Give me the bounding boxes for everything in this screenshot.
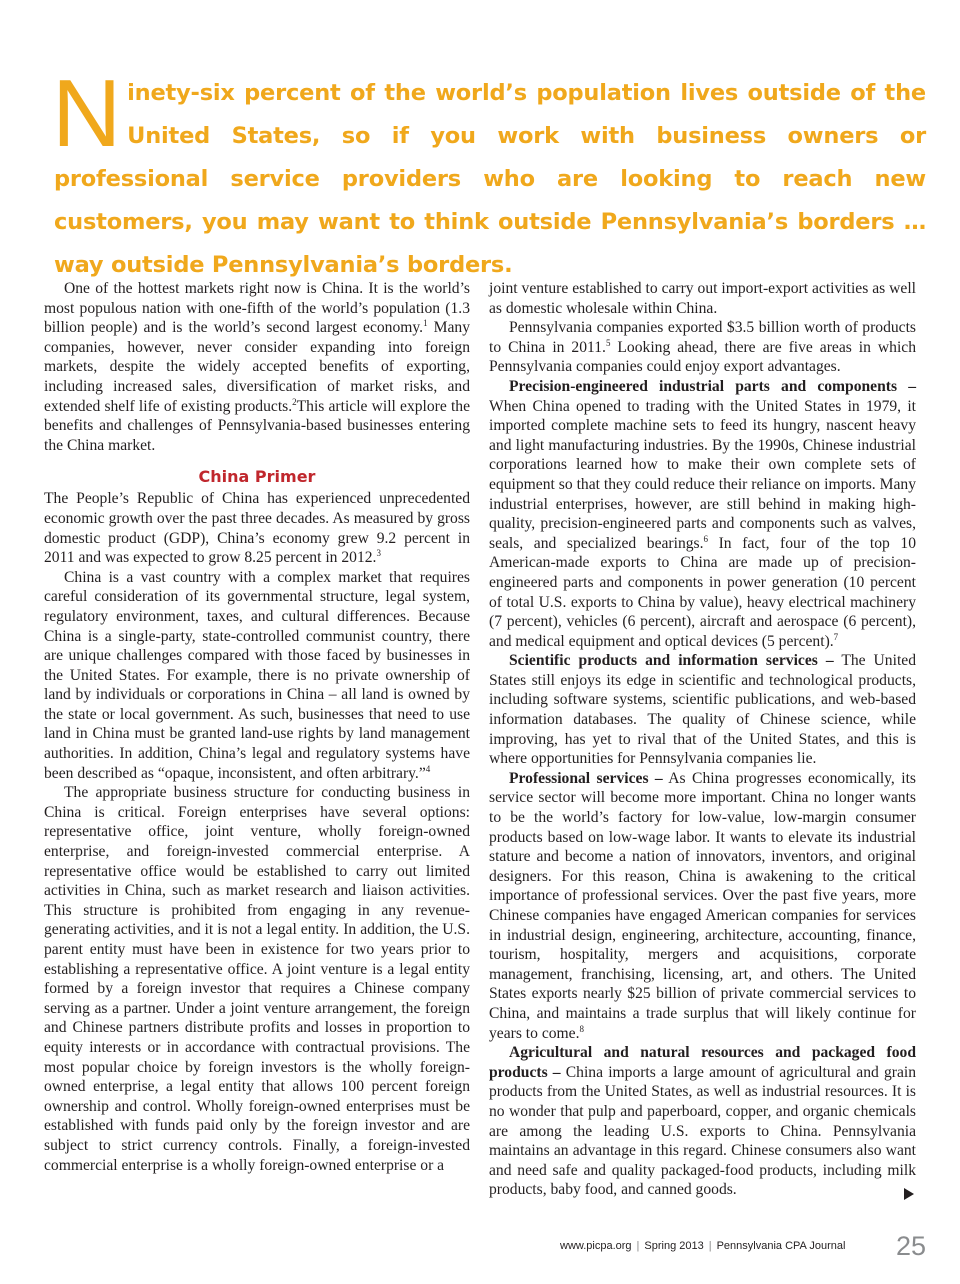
footnote-ref: 2 — [292, 396, 297, 407]
paragraph: The People’s Republic of China has experienced unprecedented economic growth over the past three decades. As measured by gross domestic product (GDP), China’s economy grew 9.2 percent in 2011 and was expected to grow 8.25 percent in 2012.$^3$ — [44, 490, 470, 567]
footnote-ref: 4 — [425, 763, 431, 774]
lead-in: Scientific products and information services – — [509, 652, 834, 670]
paragraph: joint venture established to carry out import-export activities as well as domestic wholesale within China. — [489, 280, 916, 317]
page-footer — [560, 1231, 940, 1261]
right-column — [489, 279, 916, 1200]
left-column — [44, 279, 470, 1175]
drop-cap: N — [52, 60, 122, 167]
continue-arrow-icon — [903, 1187, 915, 1201]
footnote-ref: 1 — [423, 318, 428, 328]
footnote-ref: 6 — [703, 533, 709, 544]
page-number: 25 — [896, 1231, 927, 1261]
paragraph: Scientific products and information services – The United States still enjoys its edge in scientific and technological products, including software systems, scientific publications, and web-based information databases. The quality of Chinese science, while improving, has yet to rival that of the United States, and this is where opportunities for Pennsylvania companies lie. — [489, 652, 916, 768]
paragraph: Agricultural and natural resources and packaged food products – China imports a large amount of agricultural and grain products from the United States, as well as industrial resources. It is no wonder that pulp and paperboard, copper, and organic chemicals are among the leading U.S. exports to China. Pennsylvania maintains an advantage in this regard. Chinese consumers also want and need safe and quality packaged-food products, including milk products, baby food, and canned goods. — [489, 1044, 916, 1199]
footnote-ref: 5 — [605, 337, 611, 348]
footer-website-link[interactable]: www.picpa.org — [560, 1240, 632, 1252]
paragraph: Professional services – As China progresses economically, its service sector will become more important. China no longer wants to be the world’s factory for low-value, low-margin consumer products based on low-wage labor. It wants to elevate its industrial stature and become a nation of innovators, inventors, and original designers. For this reason, China is awakening to the critical importance of professional services. Over the past five years, more Chinese companies have engaged American companies for services in industrial design, engineering, architecture, accounting, finance, tourism, hospitality, mergers and acquisitions, corporate management, franchising, licensing, art, and others. The United States exports nearly $25 billion of private commercial services to China, and maintains a trade surplus that will likely continue for years to come.$^8$ — [489, 769, 916, 1042]
footer-separator: | — [708, 1240, 712, 1252]
footer-separator: | — [636, 1240, 640, 1252]
paragraph: Pennsylvania companies exported $3.5 billion worth of products to China in 2011.$^5$ Looking ahead, there are five areas in which Pennsylvania companies could enjoy export advantages. — [489, 319, 916, 376]
lead-in: Professional services – — [509, 769, 663, 787]
lead-in: Precision-engineered industrial parts and components – — [509, 377, 916, 395]
footnote-ref: 3 — [376, 547, 381, 558]
pull-quote-text: inety-six percent of the world’s population lives outside of the United States, so if you work with business owners or professional service providers who are looking to reach new customers, you may want to think outside Pennsylvania’s borders … way outside Pennsylvania’s borders. — [54, 80, 926, 278]
pull-quote — [52, 60, 926, 287]
section-heading: China Primer — [198, 467, 316, 487]
footer-issue: Spring 2013 — [644, 1240, 704, 1252]
lead-in: Agricultural and natural resources and packaged food products – — [489, 1044, 916, 1081]
paragraph: The appropriate business structure for conducting business in China is critical. Foreign enterprises have several options: representative office, joint venture, wholly foreign-owned enterprise, and foreign-invested commercial enterprise. A representative office would be established to carry out limited activities in China, such as market research and liaison activities. This structure is prohibited from engaging in any revenue-generating activities, and it is not a legal entity. In addition, the U.S. parent entity must have been in existence for two years prior to establishing a representative office. A joint venture is a legal entity formed by a foreign investor that requires a Chinese company serving as a partner. Under a joint venture arrangement, the foreign and Chinese partners distribute profits and losses in proportion to equity interests or in accordance with contractual provisions. The most popular choice by foreign investors is the wholly foreign-owned enterprise, a legal entity that allows 100 percent foreign ownership and control. Wholly foreign-owned enterprises must be established with funds paid only by the foreign investor and are subject to strict currency controls. Finally, a foreign-invested commercial enterprise is a wholly foreign-owned enterprise or a — [44, 784, 470, 1174]
paragraph: China is a vast country with a complex market that requires careful consideration of its governmental structure, legal system, regulatory environment, taxes, and cultural differences. Because China is a single-party, state-controlled communist country, there are unique challenges compared with those faced by businesses in the United States. For example, there is no private ownership of land by individuals or corporations in China – all land is owned by the state or local government. As such, businesses that need to use land in China must be granted land-use rights by land management authorities. In addition, China’s legal and regulatory systems have been described as “opaque, inconsistent, and often arbitrary.”$^4$ — [44, 568, 470, 782]
paragraph: One of the hottest markets right now is China. It is the world’s most populous nation with one-fifth of the world’s population (1.3 billion people) and is the world’s second largest economy.$^1$ Many companies, however, never consider expanding into foreign markets, despite the widely accepted benefits of exporting, including increased sales, diversification of market risks, and extended shelf life of existing products.$^2$This article will explore the benefits and challenges of Pennsylvania-based businesses entering the China market. — [44, 280, 471, 454]
footer-publication: Pennsylvania CPA Journal — [716, 1240, 846, 1252]
paragraph: Precision-engineered industrial parts and components – When China opened to trading with the United States in 1979, it imported complete machine sets to feed its hungry, nascent heavy and light manufacturing industries. By the 1990s, Chinese industrial corporations learned how to make their own complete sets of equipment so that they could reduce their reliance on imports. Many industrial enterprises, however, are still behind in making high-quality, precision-engineered parts and components such as valves, seals, and specialized bearings.$^6$ In fact, four of the top 10 American-made exports to China are made up of precision-engineered parts and components in power generation (10 percent of total U.S. exports to China by value), heavy electrical machinery (7 percent), vehicles (6 percent), aircraft and aerospace (6 percent), and medical equipment and optical devices (5 percent).$^7$ — [489, 377, 916, 650]
footnote-ref: 8 — [579, 1023, 584, 1034]
footnote-ref: 7 — [833, 631, 839, 642]
